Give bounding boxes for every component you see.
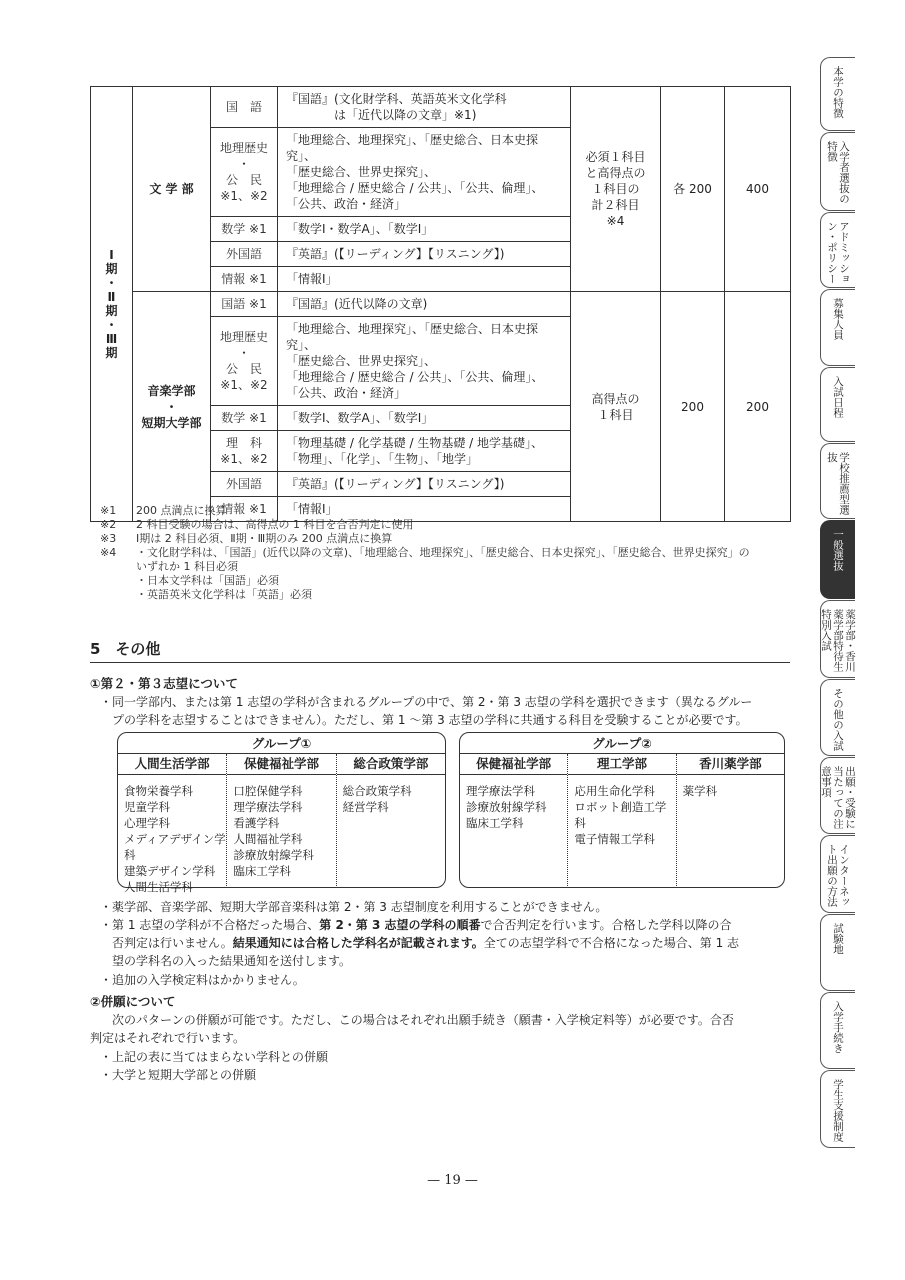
dept-name-line: 音楽学部 (147, 383, 196, 398)
paragraph: ・第 1 志望の学科が不合格だった場合、第 2・第 3 志望の学科の順番で合否判定を行います。合格した学科以降の合 (100, 918, 732, 932)
department-item: ロボット創造工学科 (574, 800, 667, 830)
subject-line: 公 民 (225, 362, 262, 376)
content-cell (278, 128, 571, 217)
subject-cell (211, 317, 278, 406)
group-1-box (117, 732, 446, 894)
requirement-line: １科目 (597, 407, 634, 422)
requirement-cell (571, 87, 661, 292)
subject-line: 情報 ※1 (221, 502, 267, 516)
index-tab[interactable] (820, 679, 855, 756)
footnote-text: ・文化財学科は、「国語」(近代以降の文章)、「地理総合、地理探究」、「歴史総合、日本史探究」、「歴史総合、世界史探究」の (136, 546, 750, 559)
subject-line: ※1、※2 (220, 452, 268, 466)
index-tab-label: 試験地 (832, 923, 844, 955)
content-cell (278, 317, 571, 406)
requirement-line: 必須１科目 (585, 150, 646, 164)
department-item: 建築デザイン学科 (124, 864, 216, 878)
dept-name-line: ・ (165, 399, 178, 414)
department-item: 応用生命化学科 (574, 784, 655, 798)
score-cell: 200 (661, 292, 725, 522)
subject-line: ※1、※2 (220, 378, 268, 392)
index-tab-label: 募集人員 (832, 298, 844, 340)
content-cell (278, 472, 571, 497)
subject-line: 数学 ※1 (221, 411, 267, 425)
subject-line: 数学 ※1 (221, 222, 267, 236)
requirement-line: 計２科目 (591, 198, 640, 212)
group-1-title: グループ① (251, 736, 312, 751)
footnote (100, 532, 750, 546)
index-tab-label: 入試日程 (832, 376, 844, 418)
faculty-heading: 保健福祉学部 (227, 754, 335, 775)
subheading-second-third-choice: ①第２・第３志望について (90, 676, 238, 691)
faculty-heading: 人間生活学部 (118, 754, 226, 775)
exam-subjects-table (90, 86, 791, 522)
subject-cell (211, 431, 278, 472)
subject-line: 地理歴史 (219, 330, 268, 344)
content-line: 『英語』(【リーディング】【リスニング】) (286, 477, 505, 491)
period-char: 期 (105, 345, 118, 360)
content-cell (278, 406, 571, 431)
subject-line: ・ (237, 157, 250, 171)
content-line: 「物理基礎 / 化学基礎 / 生物基礎 / 地学基礎」、 (286, 436, 544, 450)
index-tab[interactable] (820, 757, 855, 834)
period-char: Ⅰ (109, 247, 114, 262)
content-line: 「地理総合、地理探究」、「歴史総合、日本史探究」、 (286, 133, 539, 163)
content-line: 「情報Ⅰ」 (286, 502, 338, 516)
content-line: は「近代以降の文章」※1) (286, 108, 477, 122)
content-cell (278, 87, 571, 128)
dept-literature: 文 学 部 (133, 87, 211, 292)
department-item: 電子情報工学科 (574, 832, 655, 846)
subject-cell (211, 406, 278, 431)
content-line: 「地理総合、地理探究」、「歴史総合、日本史探究」、 (286, 322, 539, 352)
period-char: 期 (105, 261, 118, 276)
content-cell (278, 242, 571, 267)
dept-name-line: 短期大学部 (141, 415, 202, 430)
department-item: 薬学科 (682, 784, 718, 798)
index-tab[interactable] (820, 1070, 855, 1148)
requirement-line: と高得点の (585, 166, 646, 180)
index-tab-label: 本学の特徴 (832, 66, 844, 119)
total-cell: 200 (725, 292, 791, 522)
department-item: 理学療法学科 (466, 784, 535, 798)
content-line: 「情報Ⅰ」 (286, 272, 338, 286)
subject-cell (211, 472, 278, 497)
faculty-heading: 理工学部 (568, 754, 675, 775)
footnotes (100, 504, 750, 602)
paragraph: ・薬学部、音楽学部、短期大学部音楽科は第 2・第 3 志望制度を利用することができません。 (100, 900, 608, 914)
footnote (100, 518, 750, 532)
department-item: メディアデザイン学科 (124, 832, 226, 862)
group-2-box (459, 732, 785, 888)
subject-line: 外国語 (225, 477, 262, 491)
paragraph: ・追加の入学検定料はかかりません。 (100, 973, 305, 987)
paragraph: ・同一学部内、または第 1 志望の学科が含まれるグループの中で、第 2・第 3 志望の学科を選択できます（異なるグルー (100, 695, 753, 709)
footnote-text: 2 科目受験の場合は、高得点の 1 科目を合否判定に使用 (136, 518, 414, 531)
department-item: 看護学科 (233, 816, 280, 830)
paragraph: 判定はそれぞれで行います。 (90, 1031, 246, 1045)
index-tab-label: 一般選抜 (832, 529, 844, 571)
period-cell (91, 87, 133, 522)
index-tab[interactable] (820, 520, 855, 599)
paragraph: 次のパターンの併願が可能です。ただし、この場合はそれぞれ出願手続き（願書・入学検定料等）が必要です。合否 (100, 1013, 734, 1027)
index-tab-label: 薬学部・香川薬学部特待生特別入試 (820, 609, 856, 672)
subject-line: 国語 ※1 (221, 297, 267, 311)
content-line: 「物理」、「化学」、「生物」、「地学」 (286, 452, 479, 466)
content-cell (278, 431, 571, 472)
group-column (337, 754, 445, 886)
group-column (568, 754, 676, 886)
subject-line: 地理歴史 (219, 141, 268, 155)
department-item: 診療放射線学科 (233, 848, 314, 862)
paragraph: ・大学と短期大学部との併願 (100, 1068, 257, 1082)
subject-line: 理 科 (225, 436, 262, 450)
faculty-heading: 香川薬学部 (677, 754, 784, 775)
paragraph: プの学科を志望することはできません）。ただし、第 1 ～第 3 志望の学科に共通する科目を受験することが必要です。 (112, 713, 748, 727)
content-line: 『国語』(近代以降の文章) (286, 297, 428, 311)
content-line: 「数学Ⅰ、数学A」、「数学Ⅰ」 (286, 411, 434, 425)
subject-cell (211, 242, 278, 267)
index-tab-label: 学校推薦型選抜 (826, 452, 850, 515)
subject-cell (211, 87, 278, 128)
department-item: 理学療法学科 (233, 800, 303, 814)
index-tab-label: インターネット出願の方法 (826, 844, 850, 907)
department-item: 経営学科 (342, 800, 389, 814)
index-tab-label: アドミッション・ポリシー (826, 221, 850, 284)
subject-cell (211, 267, 278, 292)
total-cell: 400 (725, 87, 791, 292)
subheading-concurrent-application: ②併願について (90, 994, 176, 1009)
score-cell: 各 200 (661, 87, 725, 292)
group-column (227, 754, 336, 886)
page-number: — 19 — (427, 1173, 478, 1188)
content-cell (278, 217, 571, 242)
subject-cell (211, 217, 278, 242)
index-tab[interactable] (820, 914, 855, 991)
footnote-text: 200 点満点に換算 (136, 504, 227, 517)
group-column (677, 754, 784, 886)
department-item: 心理学科 (124, 816, 170, 830)
requirement-line: ※4 (606, 214, 625, 228)
period-char: Ⅱ (107, 289, 116, 304)
faculty-heading: 保健福祉学部 (460, 754, 567, 775)
content-line: 「公共、政治・経済」 (286, 386, 407, 400)
content-line: 「歴史総合、世界史探究」、 (286, 354, 437, 368)
index-tab[interactable] (820, 835, 855, 913)
content-line: 「歴史総合、世界史探究」、 (286, 165, 437, 179)
footnote-mark: ※1 (100, 504, 117, 517)
paragraph: 望の学科名の入った結果通知を送付します。 (112, 954, 352, 968)
index-tab[interactable] (820, 367, 855, 442)
section-title: 5 その他 (90, 638, 790, 663)
subject-line: 情報 ※1 (221, 272, 267, 286)
subject-line: 国 語 (225, 100, 262, 114)
department-item: 人間福祉学科 (233, 832, 303, 846)
footnote-mark: ※3 (100, 532, 117, 545)
subject-cell (211, 292, 278, 317)
content-cell (278, 267, 571, 292)
department-item: 臨床工学科 (233, 864, 291, 878)
subject-line: 外国語 (225, 247, 262, 261)
department-item: 臨床工学科 (466, 816, 524, 830)
footnote (100, 504, 750, 518)
group-column (460, 754, 568, 886)
group-2-title: グループ② (592, 736, 652, 751)
footnote-subline: ・日本文学科は「国語」必須 (136, 574, 279, 587)
footnote (100, 546, 750, 560)
subject-line: ※1、※2 (220, 189, 268, 203)
content-cell (278, 292, 571, 317)
index-tab[interactable] (820, 57, 855, 131)
index-tab-label: 学生支援制度 (832, 1079, 844, 1142)
index-tab[interactable] (820, 132, 855, 211)
department-item: 口腔保健学科 (233, 784, 303, 798)
paragraph: 否判定は行いません。結果通知には合格した学科名が記載されます。全ての志望学科で不合格になった場合、第 1 志 (112, 936, 740, 950)
footnote-mark: ※2 (100, 518, 117, 531)
index-tab[interactable] (820, 212, 855, 288)
period-char: ・ (105, 275, 118, 290)
index-tab[interactable] (820, 443, 855, 519)
department-item: 人間生活学科 (124, 880, 193, 894)
content-line: 「公共、政治・経済」 (286, 197, 407, 211)
period-char: 期 (105, 303, 118, 318)
department-item: 診療放射線学科 (466, 800, 547, 814)
footnote-subline: いずれか 1 科目必須 (136, 560, 238, 573)
index-tab[interactable] (820, 600, 855, 678)
subject-cell (211, 128, 278, 217)
paragraph: ・上記の表に当てはまらない学科との併願 (100, 1050, 329, 1064)
requirement-cell (571, 292, 661, 522)
index-tab[interactable] (820, 289, 855, 366)
period-char: ・ (105, 317, 118, 332)
department-item: 児童学科 (124, 800, 170, 814)
content-line: 『英語』(【リーディング】【リスニング】) (286, 247, 505, 261)
content-line: 『国語』(文化財学科、英語英米文化学科 (286, 92, 507, 106)
dept-music-junior-college (133, 292, 211, 522)
footnote-mark: ※4 (100, 546, 117, 559)
requirement-line: １科目の (591, 182, 640, 196)
department-item: 食物栄養学科 (124, 784, 193, 798)
subject-line: 公 民 (225, 173, 262, 187)
index-tab-label: 入学手続き (832, 1001, 844, 1054)
faculty-heading: 総合政策学部 (337, 754, 445, 775)
requirement-line: 高得点の (591, 391, 640, 406)
content-line: 「地理総合 / 歴史総合 / 公共」、「公共、倫理」、 (286, 370, 544, 384)
period-char: Ⅲ (105, 331, 118, 346)
footnote-subline: ・英語英米文化学科は「英語」必須 (136, 588, 312, 601)
index-tab-label: その他の入試 (832, 688, 844, 751)
subject-line: ・ (237, 346, 250, 360)
index-tab-label: 出願・受験に当たっての注意事項 (820, 766, 856, 829)
department-item: 総合政策学科 (342, 784, 412, 798)
content-line: 「地理総合 / 歴史総合 / 公共」、「公共、倫理」、 (286, 181, 544, 195)
footnote-text: Ⅰ期は 2 科目必須、Ⅱ期・Ⅲ期のみ 200 点満点に換算 (136, 532, 393, 545)
group-column (118, 754, 227, 894)
content-line: 「数学Ⅰ・数学A」、「数学Ⅰ」 (286, 222, 434, 236)
index-tab[interactable] (820, 992, 855, 1069)
index-tab-label: 入学者選抜の特徴 (826, 141, 850, 204)
